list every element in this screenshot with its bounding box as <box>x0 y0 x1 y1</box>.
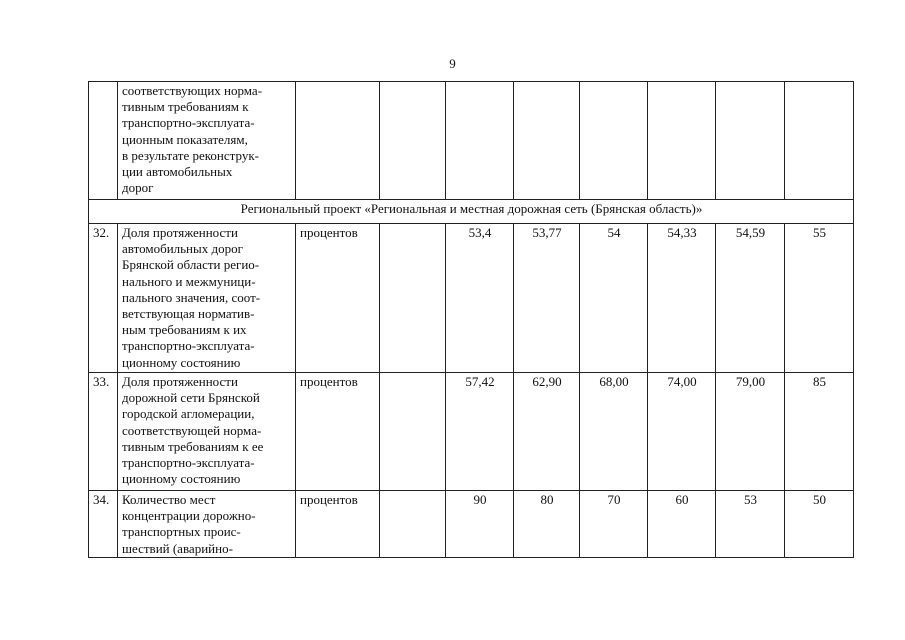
base-value <box>380 491 446 558</box>
value-2: 80 <box>514 491 580 558</box>
cell-indicator-name <box>118 82 296 200</box>
value-1: 53,4 <box>446 224 514 373</box>
value-6: 85 <box>785 373 854 491</box>
value-4: 60 <box>648 491 716 558</box>
value-3: 68,00 <box>580 373 648 491</box>
value-2: 62,90 <box>514 373 580 491</box>
table-row <box>89 373 854 491</box>
cell-value <box>580 82 648 200</box>
value-5: 79,00 <box>716 373 785 491</box>
value-6: 50 <box>785 491 854 558</box>
value-1: 90 <box>446 491 514 558</box>
value-4: 54,33 <box>648 224 716 373</box>
base-value <box>380 373 446 491</box>
unit: процентов <box>296 373 380 491</box>
page-number: 9 <box>449 56 456 71</box>
table-row <box>89 491 854 558</box>
indicators-table <box>88 81 854 558</box>
cell-base <box>380 82 446 200</box>
value-5: 54,59 <box>716 224 785 373</box>
unit: процентов <box>296 491 380 558</box>
unit: процентов <box>296 224 380 373</box>
table-row-continuation <box>89 82 854 200</box>
value-6: 55 <box>785 224 854 373</box>
value-3: 70 <box>580 491 648 558</box>
cell-value <box>648 82 716 200</box>
cell-num <box>89 82 118 200</box>
table-row-section <box>89 200 854 224</box>
section-title: Региональный проект «Региональная и местная дорожная сеть (Брянская область)» <box>89 200 854 224</box>
value-3: 54 <box>580 224 648 373</box>
row-number: 33. <box>89 373 118 491</box>
base-value <box>380 224 446 373</box>
cell-value <box>785 82 854 200</box>
cell-unit <box>296 82 380 200</box>
indicator-name: Доля протяженности автомобильных дорог Брянской области регио- нального и межмуници- пального значения, соот- ветствующая норматив- ным требованиям к их транспортно-эксплуата- ционному состоянию <box>118 224 296 373</box>
cell-value <box>446 82 514 200</box>
value-2: 53,77 <box>514 224 580 373</box>
cell-value <box>716 82 785 200</box>
table-row <box>89 224 854 373</box>
continuation-text: соответствующих норма- тивным требованиям к транспортно-эксплуата- ционным показателям, в результате реконструк- ции автомобильных дорог <box>122 83 263 196</box>
indicator-name: Доля протяженности дорожной сети Брянской городской агломерации, соответствующей норма- тивным требованиям к ее транспортно-эксплуата- ционному состоянию <box>118 373 296 491</box>
value-4: 74,00 <box>648 373 716 491</box>
value-1: 57,42 <box>446 373 514 491</box>
value-5: 53 <box>716 491 785 558</box>
row-number: 32. <box>89 224 118 373</box>
row-number: 34. <box>89 491 118 558</box>
cell-value <box>514 82 580 200</box>
indicator-name: Количество мест концентрации дорожно- транспортных проис- шествий (аварийно- <box>118 491 296 558</box>
